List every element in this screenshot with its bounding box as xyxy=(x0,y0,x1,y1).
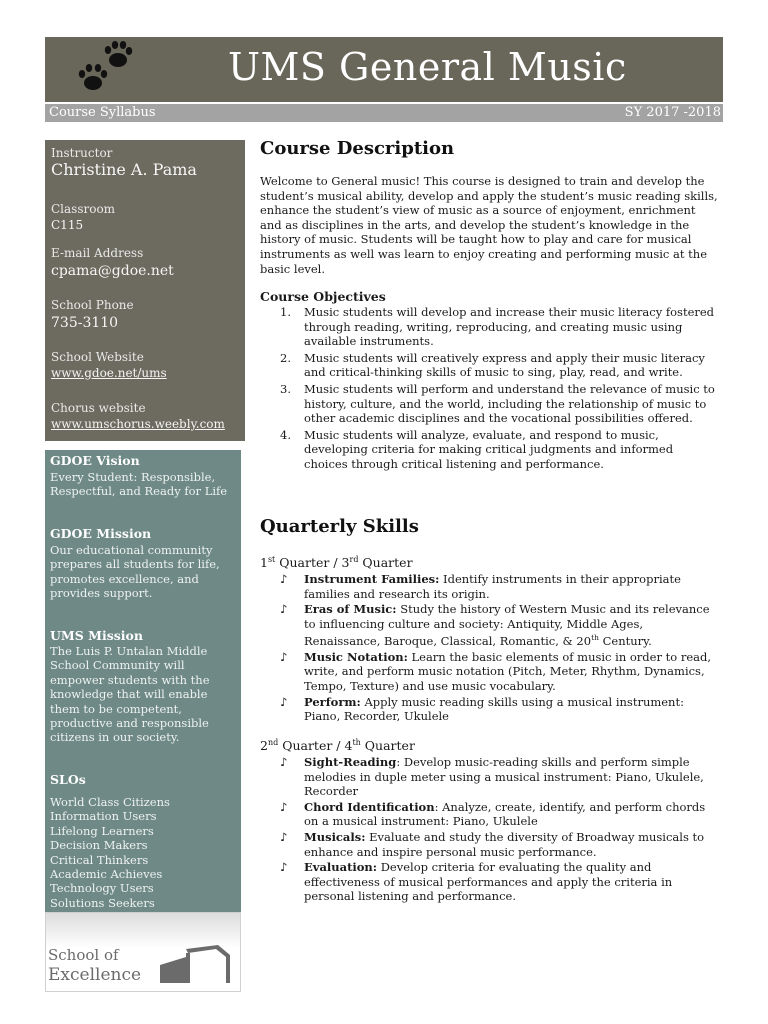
school-of-excellence-badge xyxy=(45,912,241,992)
gdoe-mission-title: GDOE Mission xyxy=(50,526,152,541)
objective-item: 2. Music students will creatively express and apply their music literacy and critical-thinking skills of music to sing, play, read, and write. xyxy=(280,350,705,380)
ums-mission-text: The Luis P. Untalan Middle School Community will empower students with the knowledge that will enable them to be competent, productive and responsible citizens in our society. xyxy=(50,644,210,745)
gdoe-mission-text: Our educational community prepares all students for life, promotes excellence, and provides support. xyxy=(50,543,220,601)
quarter-2-4-skills xyxy=(280,755,720,905)
vision-text: Every Student: Responsible, Respectful, and Ready for Life xyxy=(50,470,228,499)
music-note-icon: ♪ xyxy=(280,649,288,664)
music-note-icon: ♪ xyxy=(280,602,288,617)
skill-item: ♪ Eras of Music: Study the history of Western Music and its relevance to influencing culture and society: Antiquity, Middle Ages, Renaissance, Baroque, Classical, Romantic, & 20th Century. xyxy=(280,602,710,649)
website-label: School Website xyxy=(51,350,144,364)
email-label: E-mail Address xyxy=(51,246,144,260)
music-note-icon: ♪ xyxy=(280,755,288,769)
skill-item: ♪ Instrument Families: Identify instruments in their appropriate families and research its origin. xyxy=(280,572,681,601)
quarter-2-4-heading: 2nd Quarter / 4th Quarter xyxy=(260,738,415,754)
instructor-panel xyxy=(45,140,245,441)
page-title: UMS General Music xyxy=(228,45,627,89)
ums-mission-title: UMS Mission xyxy=(50,628,143,643)
school-website-link[interactable]: www.gdoe.net/ums xyxy=(51,366,167,380)
slo-item: Technology Users xyxy=(50,881,154,896)
school-line-2: Excellence xyxy=(48,965,142,985)
instructor-label: Instructor xyxy=(51,146,113,160)
skill-item: ♪ Sight-Reading: Develop music-reading skills and perform simple melodies in duple meter using a musical instrument: Piano, Ukulele, Recorder xyxy=(280,755,704,799)
objective-item: 4. Music students will analyze, evaluate, and respond to music, developing criteria for making critical judgments and informed choices through critical listening and performance. xyxy=(280,427,674,471)
skill-item: ♪ Perform: Apply music reading skills using a musical instrument: Piano, Recorder, Ukulele xyxy=(280,694,684,724)
music-note-icon: ♪ xyxy=(280,694,288,709)
course-objectives-title: Course Objectives xyxy=(260,289,386,304)
slo-list xyxy=(50,795,170,910)
course-syllabus-label: Course Syllabus xyxy=(49,105,156,120)
objectives-list xyxy=(280,305,720,474)
slo-item: Academic Achieves xyxy=(50,866,163,881)
quarterly-skills-title: Quarterly Skills xyxy=(260,516,419,537)
slo-item: World Class Citizens xyxy=(50,795,170,809)
slo-item: Critical Thinkers xyxy=(50,852,149,867)
slo-item: Decision Makers xyxy=(50,838,148,853)
slo-item: Lifelong Learners xyxy=(50,823,154,838)
mission-panel xyxy=(45,450,241,912)
music-note-icon: ♪ xyxy=(280,799,288,814)
vision-title: GDOE Vision xyxy=(50,453,140,468)
phone-value: 735-3110 xyxy=(51,315,119,331)
course-description-title: Course Description xyxy=(260,138,455,159)
objective-item: 3. Music students will perform and understand the relevance of music to history, culture, and the world, including the relationship of music to other academic disciplines and the vocational possibilities offered. xyxy=(280,381,715,426)
skill-item: ♪ Music Notation: Learn the basic elements of music in order to read, write, and perform music notation (Pitch, Meter, Rhythm, Dynamics, Tempo, Texture) and use music vocabulary. xyxy=(280,649,712,693)
music-note-icon: ♪ xyxy=(280,829,288,844)
skill-item: ♪ Evaluation: Develop criteria for evaluating the quality and effectiveness of musical performances and apply the criteria in personal listening and performance. xyxy=(280,860,673,904)
skill-item: ♪ Musicals: Evaluate and study the diversity of Broadway musicals to enhance and inspire personal music performance. xyxy=(280,829,705,859)
skill-item: ♪ Chord Identification: Analyze, create, identify, and perform chords on a musical instrument: Piano, Ukulele xyxy=(280,799,706,829)
school-line-1: School of xyxy=(48,946,119,964)
quarter-1-3-skills xyxy=(280,572,720,725)
building-icon xyxy=(156,943,232,983)
music-note-icon: ♪ xyxy=(280,860,288,875)
school-year-label: SY 2017 -2018 xyxy=(624,105,721,120)
subtitle-bar xyxy=(45,104,723,122)
instructor-name: Christine A. Pama xyxy=(51,160,197,179)
chorus-label: Chorus website xyxy=(51,401,146,415)
chorus-website-link[interactable]: www.umschorus.weebly.com xyxy=(51,417,225,431)
quarter-1-3-heading: 1st Quarter / 3rd Quarter xyxy=(260,555,413,571)
course-description-text: Welcome to General music! This course is designed to train and develop the student’s musical ability, develop and apply the student’s music reading skills, enhance the student’s view of music as a source of enjoyment, enrichment and as disciplines in the arts, and develop the student’s knowledge in the history of music. Students will be taught how to play and care for musical instruments as well was learn to enjoy creating and performing music at the basic level. xyxy=(260,174,718,276)
paw-prints-icon xyxy=(73,39,143,97)
classroom-value: C115 xyxy=(51,218,84,232)
header-banner xyxy=(45,37,723,102)
slo-item: Information Users xyxy=(50,809,157,824)
music-note-icon: ♪ xyxy=(280,572,288,586)
email-value[interactable]: cpama@gdoe.net xyxy=(51,263,174,279)
phone-label: School Phone xyxy=(51,298,134,312)
classroom-label: Classroom xyxy=(51,202,116,216)
slo-title: SLOs xyxy=(50,772,86,787)
slo-item: Solutions Seekers xyxy=(50,895,155,910)
objective-item: 1. Music students will develop and increase their music literacy fostered through reading, writing, reproducing, and creating music using available instruments. xyxy=(280,305,715,349)
